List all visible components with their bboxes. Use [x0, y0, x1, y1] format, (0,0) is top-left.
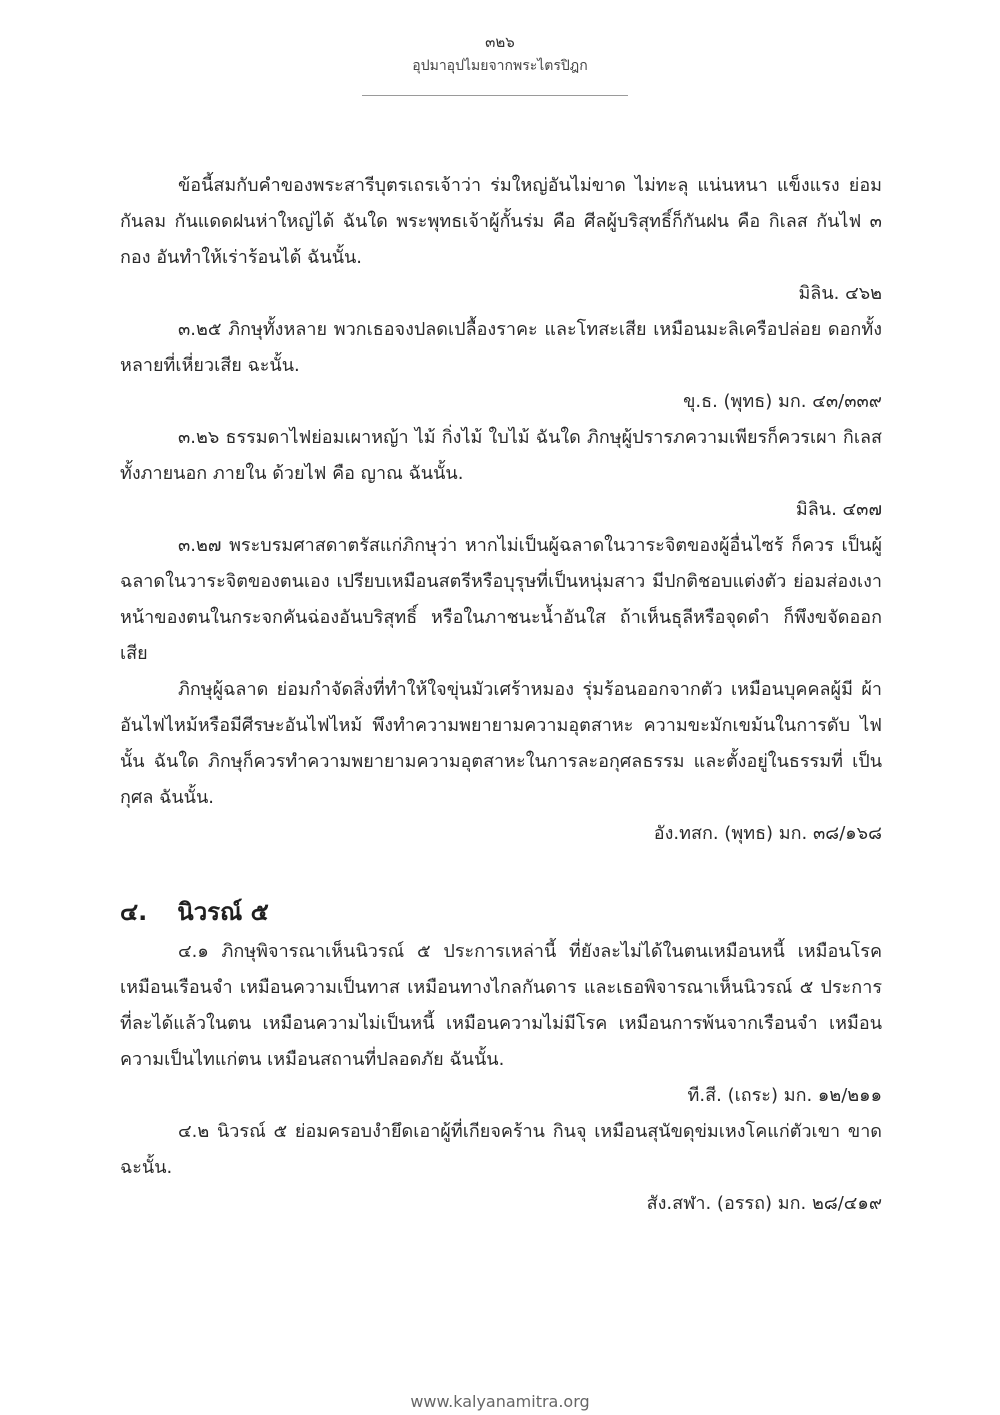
citation-anguttara-38-168: อัง.ทสก. (พุทธ) มก. ๓๘/๑๖๘ [653, 823, 882, 844]
citation-milinda-462: มิลิน. ๔๖๒ [798, 283, 882, 304]
header-divider [362, 95, 628, 96]
citation-samyutta-28-419: สัง.สฬา. (อรรถ) มก. ๒๘/๔๑๙ [646, 1193, 882, 1214]
paragraph-sariputta-umbrella: ข้อนี้สมกับคำของพระสารีบุตรเถรเจ้าว่า ร่มใหญ่อันไม่ขาด ไม่ทะลุ แน่นหนา แข็งแรง ย่อมกันลม กันแดดฝนห่าใหญ่ได้ ฉันใด พระพุทธเจ้าผู้กั้นร่ม คือ ศีลผู้บริสุทธิ์ก็กันฝน คือ กิเลส กันไฟ ๓ กอง อันทำให้เร่าร้อนได้ ฉันนั้น. [120, 175, 882, 268]
paragraph-4-2: ๔.๒ นิวรณ์ ๕ ย่อมครอบงำยึดเอาผู้ที่เกียจคร้าน กินจุ เหมือนสุนัขดุข่มเหงโคแก่ตัวเขา ขาด ฉะนั้น. [120, 1121, 882, 1178]
page-body [120, 168, 882, 1222]
section-heading [120, 892, 882, 932]
paragraph-3-26: ๓.๒๖ ธรรมดาไฟย่อมเผาหญ้า ไม้ กิ่งไม้ ใบไม้ ฉันใด ภิกษุผู้ปรารภความเพียรก็ควรเผา กิเลสทั้งภายนอก ภายใน ด้วยไฟ คือ ญาณ ฉันนั้น. [120, 427, 882, 484]
page-header [0, 32, 1000, 76]
citation-dhammapada-43-339: ขุ.ธ. (พุทธ) มก. ๔๓/๓๓๙ [683, 391, 882, 412]
paragraph-wise-monk: ภิกษุผู้ฉลาด ย่อมกำจัดสิ่งที่ทำให้ใจขุ่นมัวเศร้าหมอง รุ่มร้อนออกจากตัว เหมือนบุคคลผู้มี ผ้าอันไฟไหม้หรือมีศีรษะอันไฟไหม้ พึงทำความพยายามความอุตสาหะ ความขะมักเขม้นในการดับ ไฟนั้น ฉันใด ภิกษุก็ควรทำความพยายามความอุตสาหะในการละอกุศลธรรม และตั้งอยู่ในธรรมที่ เป็นกุศล ฉันนั้น. [120, 679, 882, 808]
section-title: นิวรณ์ ๕ [177, 898, 269, 926]
paragraph-4-1: ๔.๑ ภิกษุพิจารณาเห็นนิวรณ์ ๕ ประการเหล่านี้ ที่ยังละไม่ได้ในตนเหมือนหนี้ เหมือนโรค เหมือนเรือนจำ เหมือนความเป็นทาส เหมือนทางไกลกันดาร และเธอพิจารณาเห็นนิวรณ์ ๕ ประการที่ละได้แล้วในตน เหมือนความไม่เป็นหนี้ เหมือนความไม่มีโรค เหมือนการพ้นจากเรือนจำ เหมือนความเป็นไทแก่ตน เหมือนสถานที่ปลอดภัย ฉันนั้น. [120, 941, 882, 1070]
citation-digha-12-211: ที.สี. (เถระ) มก. ๑๒/๒๑๑ [687, 1085, 882, 1106]
page-number: ๓๒๖ [485, 33, 515, 51]
footer-website: www.kalyanamitra.org [410, 1392, 590, 1411]
section-number: ๔. [120, 898, 148, 926]
paragraph-3-25: ๓.๒๕ ภิกษุทั้งหลาย พวกเธอจงปลดเปลื้องราคะ และโทสะเสีย เหมือนมะลิเครือปล่อย ดอกทั้งหลายที่เหี่ยวเสีย ฉะนั้น. [120, 319, 882, 376]
book-title: อุปมาอุปไมยจากพระไตรปิฎก [412, 58, 588, 74]
citation-milinda-437: มิลิน. ๔๓๗ [795, 499, 882, 520]
paragraph-3-27: ๓.๒๗ พระบรมศาสดาตรัสแก่ภิกษุว่า หากไม่เป็นผู้ฉลาดในวาระจิตของผู้อื่นไซร้ ก็ควร เป็นผู้ฉลาดในวาระจิตของตนเอง เปรียบเหมือนสตรีหรือบุรุษที่เป็นหนุ่มสาว มีปกติชอบแต่งตัว ย่อมส่องเงาหน้าของตนในกระจกคันฉ่องอันบริสุทธิ์ หรือในภาชนะน้ำอันใส ถ้าเห็นธุลีหรือจุดดำ ก็พึงขจัดออกเสีย [120, 535, 882, 664]
